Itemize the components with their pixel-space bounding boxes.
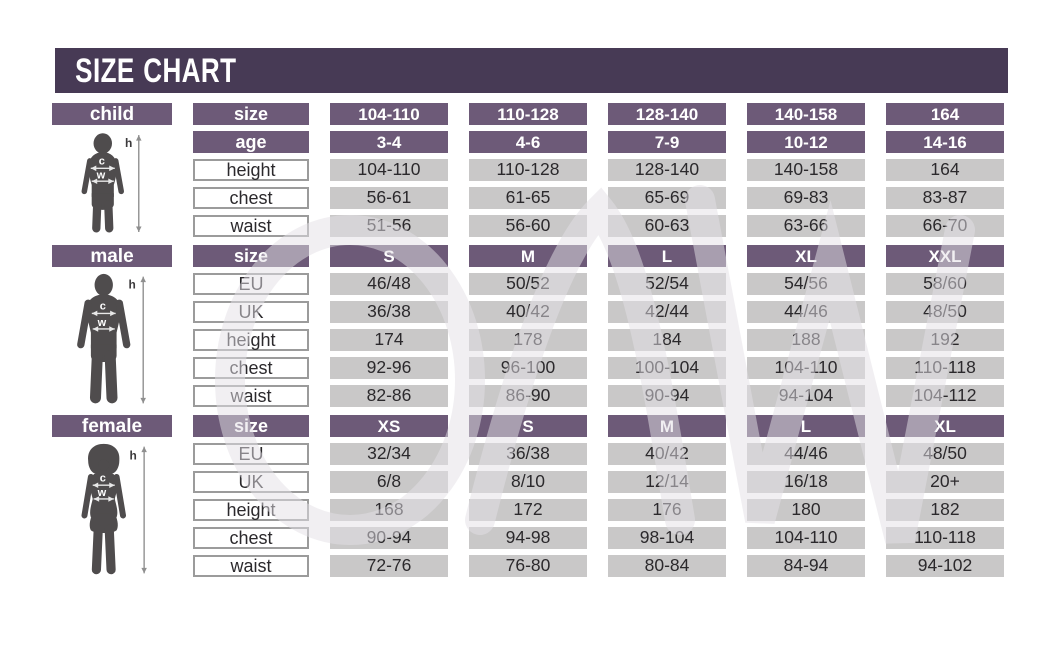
child-size-header-value: 110-128: [469, 103, 587, 125]
child-height-value: 140-158: [747, 159, 865, 181]
male-size-header-label: size: [193, 245, 309, 267]
male-UK-value: 36/38: [330, 301, 448, 323]
female-chest-value: 104-110: [747, 527, 865, 549]
female-UK-value: 16/18: [747, 471, 865, 493]
child-age-header-label: age: [193, 131, 309, 153]
male-height-value: 188: [747, 329, 865, 351]
male-size-header-value: S: [330, 245, 448, 267]
female-size-header-value: XL: [886, 415, 1004, 437]
section-label-female: female: [52, 415, 172, 437]
male-EU-value: 46/48: [330, 273, 448, 295]
child-height-value: 104-110: [330, 159, 448, 181]
male-size-header-value: L: [608, 245, 726, 267]
female-EU-value: 44/46: [747, 443, 865, 465]
male-EU-value: 52/54: [608, 273, 726, 295]
female-height-row-label: height: [193, 499, 309, 521]
female-size-header-value: XS: [330, 415, 448, 437]
child-chest-row-label: chest: [193, 187, 309, 209]
svg-text:h: h: [129, 448, 137, 463]
svg-text:h: h: [128, 277, 136, 292]
female-EU-value: 32/34: [330, 443, 448, 465]
female-height-value: 176: [608, 499, 726, 521]
male-waist-value: 86-90: [469, 385, 587, 407]
female-height-value: 172: [469, 499, 587, 521]
child-chest-value: 83-87: [886, 187, 1004, 209]
male-waist-value: 82-86: [330, 385, 448, 407]
male-UK-value: 42/44: [608, 301, 726, 323]
female-size-header-label: size: [193, 415, 309, 437]
female-chest-row-label: chest: [193, 527, 309, 549]
male-silhouette: [52, 273, 172, 407]
male-EU-value: 50/52: [469, 273, 587, 295]
female-waist-value: 80-84: [608, 555, 726, 577]
female-UK-row-label: UK: [193, 471, 309, 493]
svg-text:w: w: [97, 317, 107, 330]
female-height-value: 168: [330, 499, 448, 521]
child-age-header-value: 14-16: [886, 131, 1004, 153]
male-chest-value: 100-104: [608, 357, 726, 379]
male-height-row-label: height: [193, 329, 309, 351]
female-chest-value: 110-118: [886, 527, 1004, 549]
female-EU-value: 48/50: [886, 443, 1004, 465]
svg-text:c: c: [98, 155, 105, 168]
child-waist-value: 60-63: [608, 215, 726, 237]
child-age-header-value: 10-12: [747, 131, 865, 153]
section-label-child: child: [52, 103, 172, 125]
section-female: [52, 415, 1008, 577]
female-size-header-value: M: [608, 415, 726, 437]
female-EU-value: 36/38: [469, 443, 587, 465]
female-chest-value: 98-104: [608, 527, 726, 549]
child-size-header-label: size: [193, 103, 309, 125]
male-chest-value: 92-96: [330, 357, 448, 379]
female-size-header-value: L: [747, 415, 865, 437]
male-UK-value: 44/46: [747, 301, 865, 323]
male-chest-value: 96-100: [469, 357, 587, 379]
female-UK-value: 8/10: [469, 471, 587, 493]
male-size-header-value: XL: [747, 245, 865, 267]
child-height-value: 110-128: [469, 159, 587, 181]
child-height-row-label: height: [193, 159, 309, 181]
male-waist-value: 90-94: [608, 385, 726, 407]
svg-text:w: w: [96, 169, 106, 182]
male-UK-value: 40/42: [469, 301, 587, 323]
female-EU-value: 40/42: [608, 443, 726, 465]
section-child: [52, 103, 1008, 237]
female-waist-value: 72-76: [330, 555, 448, 577]
child-size-header-value: 164: [886, 103, 1004, 125]
child-chest-value: 56-61: [330, 187, 448, 209]
male-waist-row-label: waist: [193, 385, 309, 407]
child-age-header-value: 3-4: [330, 131, 448, 153]
child-size-header-value: 104-110: [330, 103, 448, 125]
female-waist-value: 94-102: [886, 555, 1004, 577]
size-table: [52, 103, 1008, 585]
child-figure-svg: [52, 131, 172, 237]
male-UK-row-label: UK: [193, 301, 309, 323]
female-height-value: 180: [747, 499, 865, 521]
female-size-header-value: S: [469, 415, 587, 437]
svg-text:c: c: [99, 472, 106, 485]
child-chest-value: 65-69: [608, 187, 726, 209]
child-height-value: 164: [886, 159, 1004, 181]
child-waist-value: 66-70: [886, 215, 1004, 237]
female-figure-svg: [52, 443, 172, 577]
title-bar: [55, 48, 1008, 93]
child-waist-value: 51-56: [330, 215, 448, 237]
male-height-value: 178: [469, 329, 587, 351]
male-waist-value: 94-104: [747, 385, 865, 407]
male-chest-row-label: chest: [193, 357, 309, 379]
male-EU-row-label: EU: [193, 273, 309, 295]
child-silhouette: [52, 131, 172, 237]
child-waist-value: 56-60: [469, 215, 587, 237]
female-silhouette: [52, 443, 172, 577]
child-size-header-value: 140-158: [747, 103, 865, 125]
female-waist-value: 76-80: [469, 555, 587, 577]
female-UK-value: 20+: [886, 471, 1004, 493]
male-height-value: 184: [608, 329, 726, 351]
female-chest-value: 94-98: [469, 527, 587, 549]
male-chest-value: 104-110: [747, 357, 865, 379]
page-title: SIZE CHART: [75, 50, 237, 90]
svg-text:w: w: [97, 487, 107, 500]
svg-text:h: h: [124, 136, 133, 151]
female-UK-value: 6/8: [330, 471, 448, 493]
male-figure-svg: [52, 273, 172, 407]
female-waist-value: 84-94: [747, 555, 865, 577]
child-waist-value: 63-66: [747, 215, 865, 237]
female-EU-row-label: EU: [193, 443, 309, 465]
section-male: [52, 245, 1008, 407]
section-label-male: male: [52, 245, 172, 267]
male-waist-value: 104-112: [886, 385, 1004, 407]
child-age-header-value: 7-9: [608, 131, 726, 153]
child-size-header-value: 128-140: [608, 103, 726, 125]
male-UK-value: 48/50: [886, 301, 1004, 323]
male-EU-value: 58/60: [886, 273, 1004, 295]
male-size-header-value: M: [469, 245, 587, 267]
male-chest-value: 110-118: [886, 357, 1004, 379]
male-height-value: 174: [330, 329, 448, 351]
svg-text:c: c: [99, 300, 106, 313]
male-size-header-value: XXL: [886, 245, 1004, 267]
child-chest-value: 69-83: [747, 187, 865, 209]
female-waist-row-label: waist: [193, 555, 309, 577]
child-waist-row-label: waist: [193, 215, 309, 237]
female-height-value: 182: [886, 499, 1004, 521]
male-height-value: 192: [886, 329, 1004, 351]
female-chest-value: 90-94: [330, 527, 448, 549]
male-EU-value: 54/56: [747, 273, 865, 295]
female-UK-value: 12/14: [608, 471, 726, 493]
child-chest-value: 61-65: [469, 187, 587, 209]
child-age-header-value: 4-6: [469, 131, 587, 153]
child-height-value: 128-140: [608, 159, 726, 181]
